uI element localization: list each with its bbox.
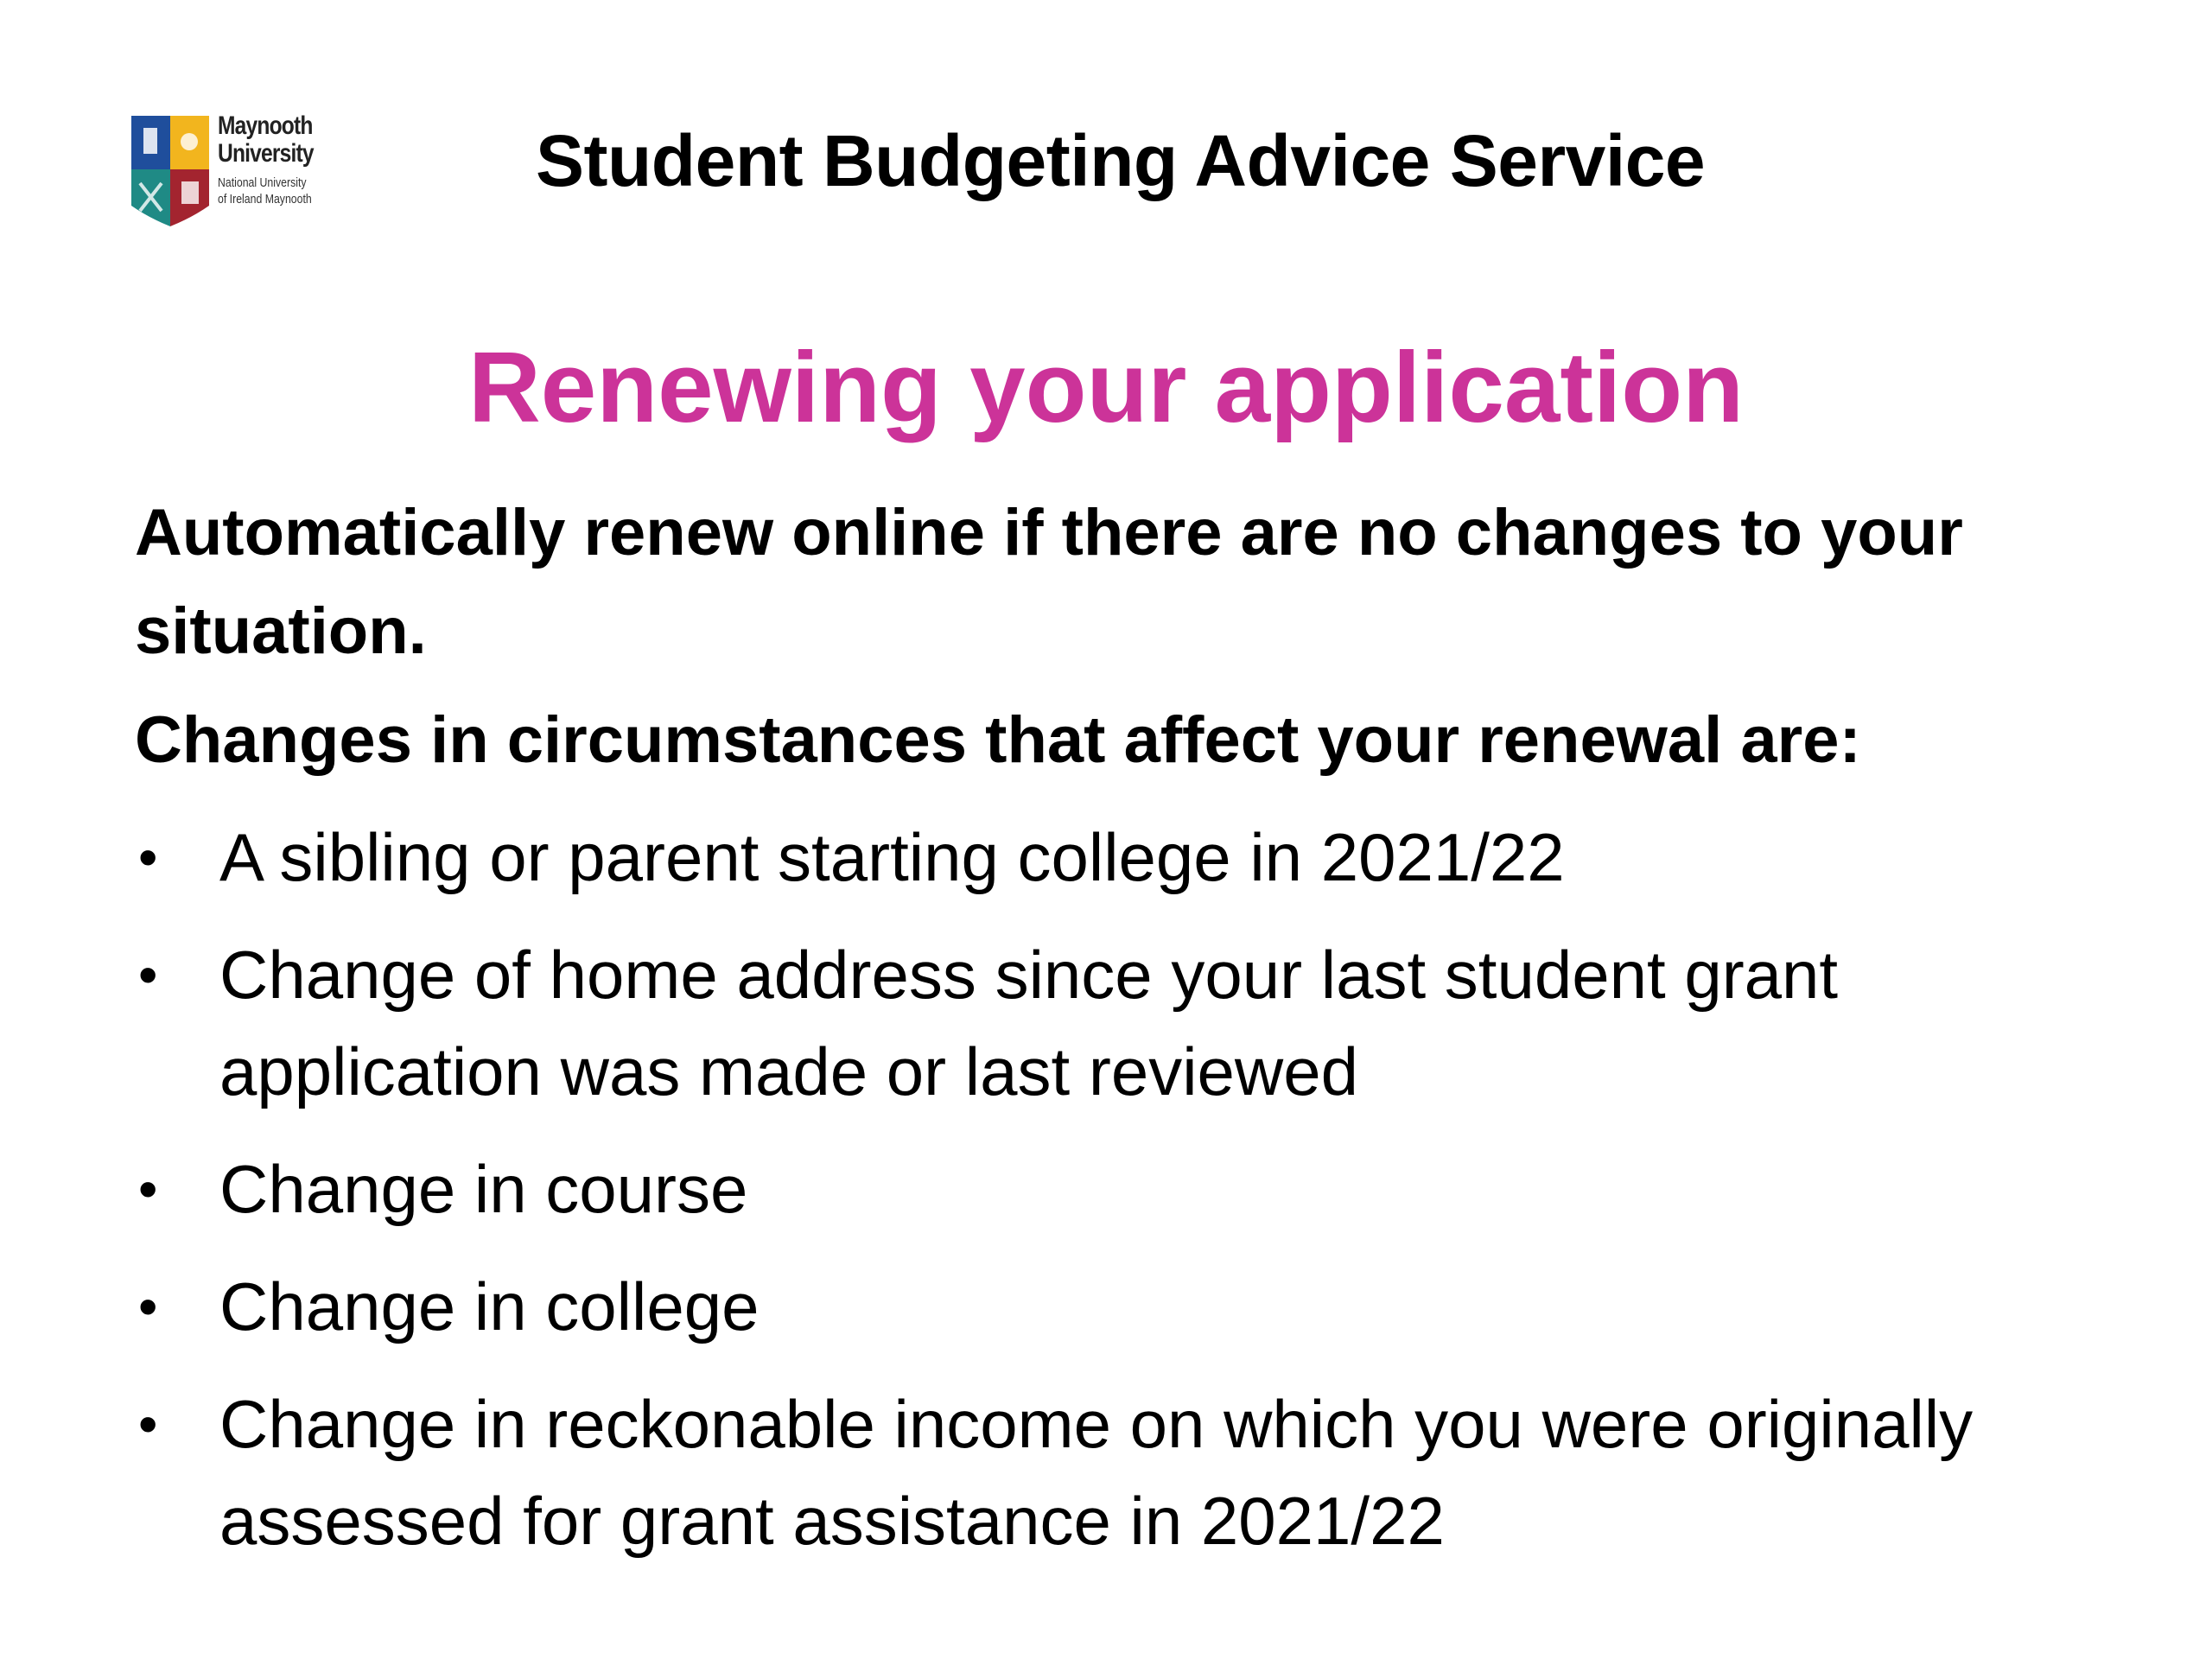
- logo-line-university: University: [218, 139, 314, 168]
- bullet-icon: •: [138, 1158, 158, 1220]
- list-item-text: A sibling or parent starting college in 2021/22: [219, 819, 1565, 895]
- bullet-icon: •: [138, 944, 158, 1006]
- shield-icon: [131, 116, 209, 226]
- list-item-text: Change in reckonable income on which you were originally assessed for grant assistance in 2021/22: [219, 1386, 1974, 1559]
- list-item: [135, 1376, 2122, 1569]
- logo-line-national-university: National University: [218, 175, 307, 190]
- service-title: Student Budgeting Advice Service: [536, 120, 1706, 201]
- intro-text: Automatically renew online if there are no changes to your situation.: [135, 496, 1963, 668]
- slide-title: Renewing your application: [468, 331, 1744, 443]
- changes-list: [135, 809, 2122, 1590]
- changes-heading: Changes in circumstances that affect your renewal are:: [135, 703, 1861, 777]
- university-logo: [131, 112, 339, 229]
- list-item-text: Change in college: [219, 1268, 760, 1344]
- list-item: [135, 1258, 2122, 1355]
- bullet-icon: •: [138, 1393, 158, 1455]
- list-item: [135, 926, 2122, 1120]
- logo-wordmark: [218, 112, 339, 207]
- bullet-icon: •: [138, 826, 158, 888]
- logo-line-maynooth: Maynooth: [218, 111, 313, 140]
- bullet-icon: •: [138, 1275, 158, 1338]
- list-item: [135, 1141, 2122, 1237]
- list-item: [135, 809, 2122, 906]
- list-item-text: Change in course: [219, 1151, 748, 1227]
- list-item-text: Change of home address since your last student grant application was made or last reviewed: [219, 937, 1839, 1109]
- logo-line-of-ireland-maynooth: of Ireland Maynooth: [218, 192, 312, 207]
